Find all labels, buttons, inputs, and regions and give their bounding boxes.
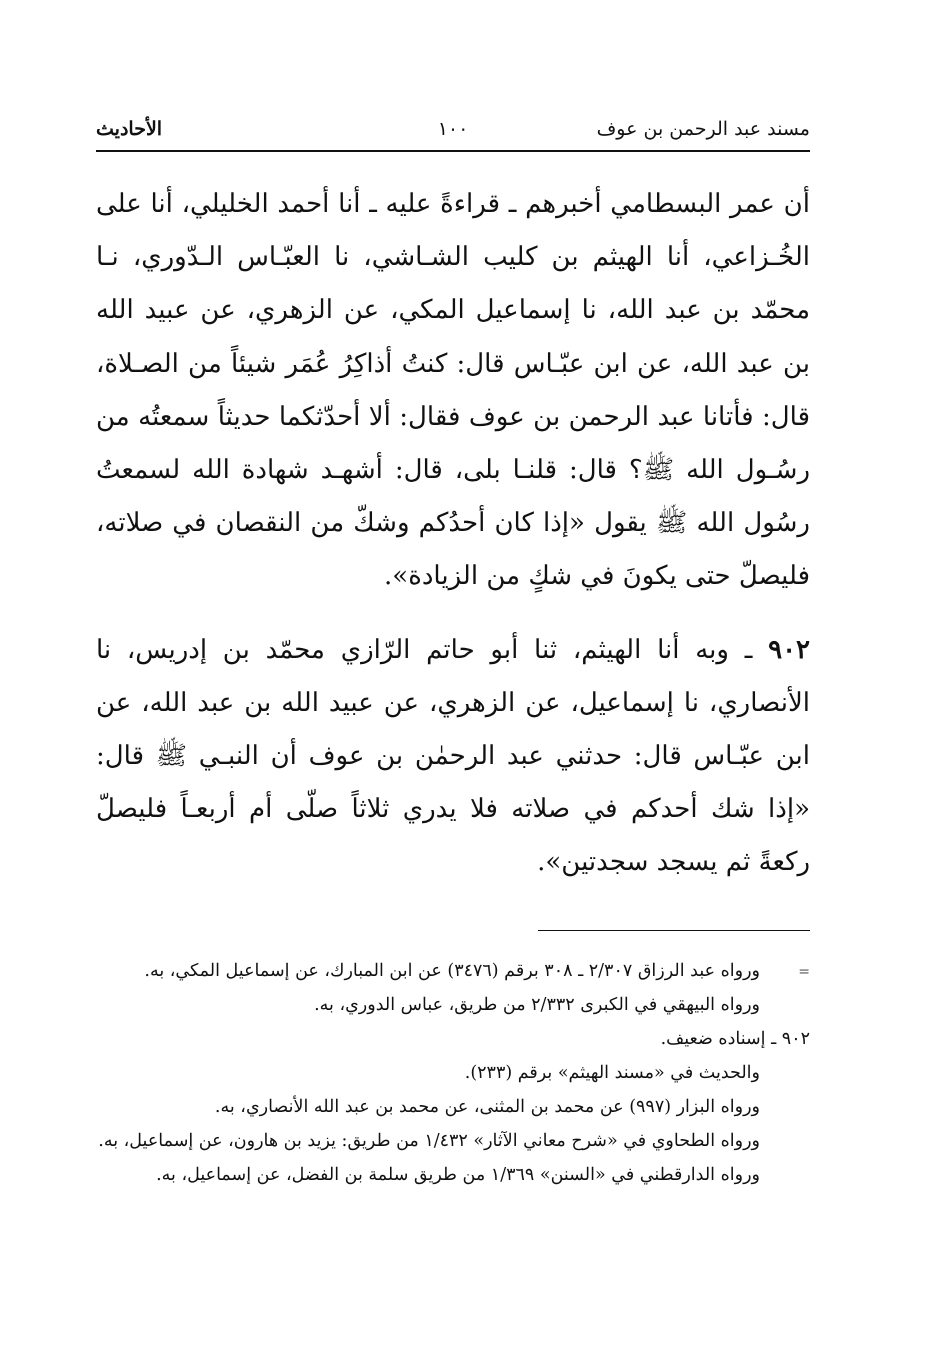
footnote-line: [96, 1056, 810, 1090]
footnote-text: والحديث في «مسند الهيثم» برقم (٢٣٣).: [464, 1063, 760, 1083]
footnote-text: ورواه الطحاوي في «شرح معاني الآثار» ١/٤٣٢ من طريق: يزيد بن هارون، عن إسماعيل، به.: [98, 1131, 760, 1151]
hadith-paragraph: [96, 624, 810, 890]
footnote-text: ـ إسناده ضعيف.: [660, 1029, 777, 1049]
running-header: [96, 112, 810, 152]
header-divider: [96, 150, 810, 152]
hadith-number: ٩٠٢: [768, 634, 811, 665]
footnote-line: [96, 1158, 810, 1192]
page-number: ١٠٠: [437, 118, 469, 140]
footnote-text: ورواه البيهقي في الكبرى ٢/٣٣٢ من طريق، عباس الدوري، به.: [314, 995, 760, 1015]
section-title: الأحاديث: [96, 118, 163, 140]
footnote-text: ورواه عبد الرزاق ٢/٣٠٧ ـ ٣٠٨ برقم (٣٤٧٦) عن ابن المبارك، عن إسماعيل المكي، به.: [144, 961, 760, 981]
footnote-line: [96, 1124, 810, 1158]
continuation-mark: =: [798, 964, 810, 980]
footnote-text: ورواه الدارقطني في «السنن» ١/٣٦٩ من طريق سلمة بن الفضل، عن إسماعيل، به.: [156, 1165, 760, 1185]
book-title: مسند عبد الرحمن بن عوف: [596, 118, 810, 140]
main-text: [96, 178, 810, 890]
footnote-text: ورواه البزار (٩٩٧) عن محمد بن المثنى، عن محمد بن عبد الله الأنصاري، به.: [214, 1097, 760, 1117]
footnote-line: [96, 954, 810, 988]
footnote-line: [96, 1090, 810, 1124]
footnotes: [96, 954, 810, 1192]
footnote-number: ٩٠٢: [781, 1029, 810, 1049]
hadith-text: ـ وبه أنا الهيثم، ثنا أبو حاتم الرّازي محمّد بن إدريس، نا الأنصاري، نا إسماعيل، عن الزهري، عن عبيد الله بن عبد الله، عن ابن عبّـاس قال: حدثني عبد الرحمٰن بن عوف أن النبـي ﷺ قال: «إذا شك أحدكم في صلاته فلا يدري ثلاثاً صلّى أم أربعـاً فليصلّ ركعةً ثم يسجد سجدتين».: [96, 634, 810, 878]
footnote-divider: [538, 930, 810, 931]
footnote-line: [96, 1022, 810, 1056]
footnote-line: [96, 988, 810, 1022]
hadith-paragraph: أن عمر البسطامي أخبرهم ـ قراءةً عليه ـ أنا أحمد الخليلي، أنا على الخُـزاعي، أنا الهيثم بن كليب الشـاشي، نا العبّـاس الـدّوري، نـا محمّد بن عبد الله، نا إسماعيل المكي، عن الزهري، عن عبيد الله بن عبد الله، عن ابن عبّـاس قال: كنتُ أذاكِرُ عُمَر شيئاً من الصـلاة، قال: فأتانا عبد الرحمن بن عوف فقال: ألا أحدّثكما حديثاً سمعتُه من رسُـول الله ﷺ؟ قال: قلنـا بلى، قال: أشهـد شهادة الله لسمعتُ رسُول الله ﷺ يقول «إذا كان أحدُكم وشكّ من النقصان في صلاته، فليصلّ حتى يكونَ في شكٍ من الزيادة».: [96, 189, 810, 592]
